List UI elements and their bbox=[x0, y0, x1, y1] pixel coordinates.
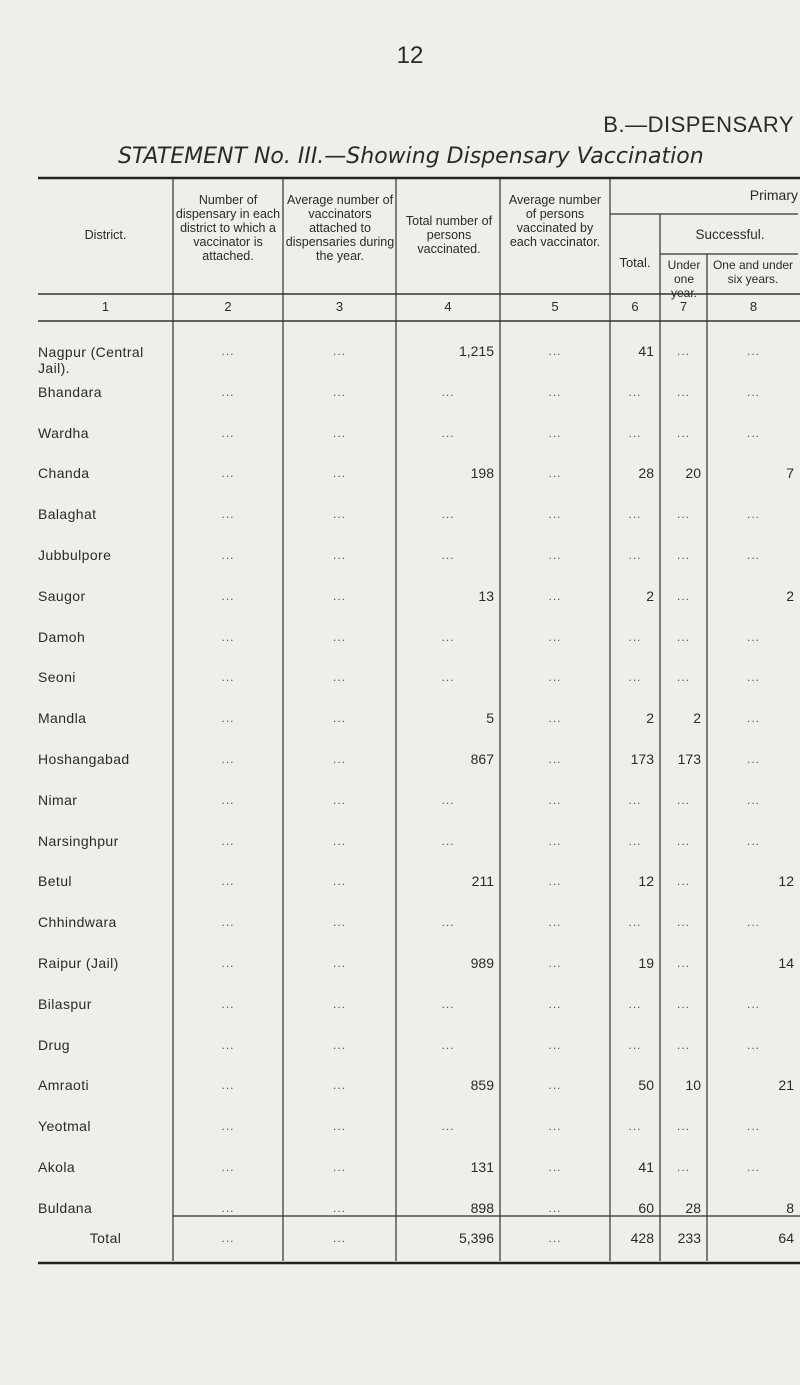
table-cell: ... bbox=[332, 1119, 346, 1134]
table-cell: ... bbox=[548, 629, 562, 644]
table-cell: 41 bbox=[638, 343, 654, 359]
table-cell: ... bbox=[676, 996, 690, 1011]
table-cell: 198 bbox=[470, 465, 494, 482]
table-cell: ... bbox=[332, 425, 346, 440]
table-cell: ... bbox=[676, 384, 690, 399]
table-cell: ... bbox=[441, 996, 455, 1011]
table-cell: ... bbox=[221, 915, 235, 930]
district-name: Bhandara bbox=[38, 383, 102, 400]
table-cell: ... bbox=[746, 711, 760, 726]
table-cell: 2 bbox=[786, 587, 794, 604]
table-cell: ... bbox=[441, 425, 455, 440]
table-cell: ... bbox=[548, 548, 562, 562]
header-successful: Successful. bbox=[695, 227, 765, 242]
table-cell: ... bbox=[548, 915, 562, 930]
table-cell: ... bbox=[221, 425, 235, 440]
table-cell: ... bbox=[746, 425, 760, 440]
table-cell: ... bbox=[676, 588, 690, 603]
table-cell: ... bbox=[221, 384, 235, 399]
district-name: Mandla bbox=[38, 710, 87, 727]
table-cell: 19 bbox=[638, 955, 654, 971]
table-cell: ... bbox=[332, 548, 346, 562]
table-cell: ... bbox=[332, 588, 346, 603]
col-number: 1 bbox=[101, 299, 110, 314]
table-cell: ... bbox=[676, 1119, 690, 1134]
table-cell: 859 bbox=[470, 1077, 494, 1094]
district-name: Jubbulpore bbox=[38, 547, 112, 563]
table-cell: ... bbox=[676, 629, 690, 644]
table-cell: ... bbox=[628, 629, 642, 644]
table-cell: ... bbox=[332, 1160, 346, 1174]
table-cell: 8 bbox=[786, 1199, 794, 1216]
table-cell: ... bbox=[332, 915, 346, 930]
col-number: 2 bbox=[224, 299, 232, 314]
table-cell: ... bbox=[332, 752, 346, 766]
table-cell: 12 bbox=[778, 873, 794, 890]
table-cell: ... bbox=[628, 1037, 642, 1052]
table-cell: ... bbox=[746, 507, 760, 522]
table-cell: ... bbox=[441, 670, 455, 685]
table-cell: ... bbox=[676, 344, 690, 358]
header-one-to-six: One and under six years. bbox=[712, 258, 794, 286]
table-cell: ... bbox=[332, 466, 346, 481]
table-cell: ... bbox=[332, 711, 346, 726]
table-cell: ... bbox=[548, 466, 562, 481]
table-cell: ... bbox=[628, 833, 642, 848]
table-cell: ... bbox=[628, 548, 642, 562]
district-name: Nagpur (Central Jail). bbox=[38, 344, 144, 376]
header-district: District. bbox=[84, 228, 127, 242]
table-cell: ... bbox=[332, 833, 346, 848]
district-name: Seoni bbox=[38, 669, 76, 686]
district-name: Akola bbox=[38, 1159, 76, 1175]
table-cell: 13 bbox=[478, 587, 494, 604]
table-cell: ... bbox=[746, 1037, 760, 1052]
table-cell: ... bbox=[746, 1119, 760, 1134]
table-cell: ... bbox=[628, 1119, 642, 1134]
table-cell: ... bbox=[746, 915, 760, 930]
col-number: 3 bbox=[335, 299, 344, 314]
table-cell: ... bbox=[676, 670, 690, 685]
vaccination-table bbox=[38, 176, 800, 1276]
table-cell: ... bbox=[628, 507, 642, 522]
table-cell: ... bbox=[221, 1078, 235, 1093]
table-cell: ... bbox=[548, 711, 562, 726]
district-name: Hoshangabad bbox=[38, 751, 130, 767]
total-cell: ... bbox=[221, 1231, 235, 1245]
table-cell: 173 bbox=[630, 751, 654, 767]
table-cell: ... bbox=[746, 548, 760, 562]
header-avg-per-vaccinator: Average number of persons vaccinated by each vaccinator. bbox=[508, 193, 602, 249]
table-cell: ... bbox=[221, 1037, 235, 1052]
table-cell: 7 bbox=[786, 465, 794, 482]
table-cell: ... bbox=[548, 670, 562, 685]
table-cell: ... bbox=[676, 425, 690, 440]
table-cell: ... bbox=[441, 548, 455, 562]
table-cell: ... bbox=[332, 792, 346, 807]
table-cell: ... bbox=[746, 752, 760, 766]
table-cell: ... bbox=[441, 792, 455, 807]
table-cell: ... bbox=[441, 507, 455, 522]
district-name: Bilaspur bbox=[38, 995, 92, 1012]
table-cell: ... bbox=[548, 752, 562, 766]
table-cell: 28 bbox=[685, 1199, 701, 1216]
table-cell: 898 bbox=[470, 1199, 494, 1216]
table-cell: ... bbox=[332, 384, 346, 399]
table-cell: ... bbox=[221, 629, 235, 644]
district-name: Buldana bbox=[38, 1199, 93, 1216]
table-cell: 12 bbox=[638, 873, 654, 890]
header-dispensary-count: Number of dispensary in each district to which a vaccinator is attached. bbox=[175, 193, 281, 263]
total-cell: ... bbox=[332, 1231, 346, 1245]
table-cell: ... bbox=[628, 670, 642, 685]
table-cell: ... bbox=[548, 956, 562, 970]
table-cell: ... bbox=[221, 507, 235, 522]
district-name: Chanda bbox=[38, 465, 90, 482]
table-cell: 211 bbox=[471, 873, 494, 890]
table-cell: ... bbox=[746, 629, 760, 644]
district-name: Balaghat bbox=[38, 506, 97, 523]
table-cell: ... bbox=[332, 1078, 346, 1093]
table-cell: ... bbox=[221, 1119, 235, 1134]
district-name: Raipur (Jail) bbox=[38, 955, 119, 971]
col-number: 8 bbox=[749, 299, 758, 314]
table-cell: ... bbox=[441, 915, 455, 930]
table-cell: ... bbox=[221, 588, 235, 603]
table-cell: 989 bbox=[470, 955, 494, 971]
table-cell: ... bbox=[628, 792, 642, 807]
table-cell: ... bbox=[676, 915, 690, 930]
district-name: Nimar bbox=[38, 791, 78, 808]
statement-title: STATEMENT No. III.—Showing Dispensary Vaccination bbox=[118, 144, 704, 169]
table-cell: ... bbox=[548, 384, 562, 399]
district-name: Narsinghpur bbox=[38, 832, 119, 849]
table-cell: ... bbox=[548, 833, 562, 848]
table-cell: ... bbox=[746, 792, 760, 807]
section-title: B.—DISPENSARY bbox=[603, 112, 794, 137]
table-cell: ... bbox=[221, 874, 235, 889]
table-cell: ... bbox=[332, 874, 346, 889]
total-cell: 428 bbox=[630, 1230, 654, 1246]
table-cell: ... bbox=[548, 1078, 562, 1093]
header-total-vaccinated: Total number of persons vaccinated. bbox=[405, 214, 493, 256]
total-cell: 64 bbox=[778, 1230, 794, 1246]
table-cell: 10 bbox=[685, 1077, 701, 1094]
table-cell: ... bbox=[332, 507, 346, 522]
table-cell: ... bbox=[548, 874, 562, 889]
table-cell: 2 bbox=[646, 710, 654, 727]
table-cell: ... bbox=[746, 1160, 760, 1174]
table-cell: 21 bbox=[778, 1077, 794, 1094]
table-cell: ... bbox=[548, 1119, 562, 1134]
table-cell: ... bbox=[332, 1037, 346, 1052]
table-cell: ... bbox=[676, 874, 690, 889]
table-cell: ... bbox=[746, 344, 760, 358]
district-name: Amraoti bbox=[38, 1077, 90, 1094]
table-cell: 131 bbox=[470, 1159, 494, 1175]
table-cell: ... bbox=[332, 1200, 346, 1215]
district-name: Yeotmal bbox=[38, 1118, 91, 1135]
district-name: Betul bbox=[38, 873, 72, 890]
table-cell: ... bbox=[676, 1037, 690, 1052]
table-cell: ... bbox=[221, 792, 235, 807]
table-cell: ... bbox=[221, 996, 235, 1011]
total-cell: ... bbox=[548, 1231, 562, 1245]
table-cell: 867 bbox=[470, 751, 494, 767]
table-cell: ... bbox=[548, 425, 562, 440]
district-name: Drug bbox=[38, 1036, 70, 1053]
table-cell: ... bbox=[221, 956, 235, 970]
table-cell: ... bbox=[441, 629, 455, 644]
district-name: Damoh bbox=[38, 628, 86, 645]
table-cell: ... bbox=[628, 384, 642, 399]
table-cell: ... bbox=[221, 711, 235, 726]
table-cell: ... bbox=[746, 833, 760, 848]
table-cell: ... bbox=[676, 833, 690, 848]
table-cell: ... bbox=[221, 670, 235, 685]
table-cell: 28 bbox=[638, 465, 654, 482]
table-cell: ... bbox=[221, 344, 235, 358]
table-cell: 50 bbox=[638, 1077, 654, 1094]
district-name: Saugor bbox=[38, 587, 86, 604]
table-cell: ... bbox=[548, 1037, 562, 1052]
table-cell: ... bbox=[332, 629, 346, 644]
table-cell: ... bbox=[676, 507, 690, 522]
district-name: Wardha bbox=[38, 424, 89, 441]
district-name: Chhindwara bbox=[38, 914, 117, 931]
table-cell: ... bbox=[548, 1200, 562, 1215]
table-cell: ... bbox=[628, 915, 642, 930]
table-cell: ... bbox=[332, 670, 346, 685]
table-cell: ... bbox=[332, 996, 346, 1011]
table-cell: ... bbox=[746, 996, 760, 1011]
table-cell: 41 bbox=[638, 1159, 654, 1175]
table-cell: ... bbox=[676, 1160, 690, 1174]
total-cell: 233 bbox=[677, 1230, 701, 1246]
table-cell: 173 bbox=[677, 751, 701, 767]
header-total: Total. bbox=[619, 255, 651, 270]
table-cell: ... bbox=[441, 833, 455, 848]
col-number: 4 bbox=[444, 299, 452, 314]
table-cell: ... bbox=[548, 507, 562, 522]
total-label: Total bbox=[89, 1230, 122, 1246]
table-cell: ... bbox=[548, 996, 562, 1011]
table-cell: ... bbox=[441, 1037, 455, 1052]
table-cell: ... bbox=[628, 996, 642, 1011]
table-cell: ... bbox=[676, 792, 690, 807]
header-avg-vaccinators: Average number of vaccinators attached to dispensaries during the year. bbox=[285, 193, 395, 263]
table-cell: ... bbox=[221, 466, 235, 481]
table-cell: ... bbox=[221, 833, 235, 848]
table-cell: ... bbox=[676, 956, 690, 970]
table-cell: 2 bbox=[693, 710, 701, 727]
table-cell: ... bbox=[441, 1119, 455, 1134]
table-cell: 60 bbox=[638, 1199, 654, 1216]
col-number: 6 bbox=[631, 299, 639, 314]
table-cell: ... bbox=[628, 425, 642, 440]
table-cell: 14 bbox=[778, 955, 794, 971]
table-cell: ... bbox=[221, 1200, 235, 1215]
table-cell: ... bbox=[441, 384, 455, 399]
col-number: 7 bbox=[679, 299, 688, 314]
table-cell: 2 bbox=[646, 587, 654, 604]
table-cell: ... bbox=[548, 1160, 562, 1174]
table-cell: 1,215 bbox=[458, 343, 494, 359]
table-cell: ... bbox=[221, 1160, 235, 1174]
page-number: 12 bbox=[396, 42, 424, 69]
header-under-one: Under one year. bbox=[667, 258, 701, 300]
table-cell: 5 bbox=[486, 710, 494, 727]
table-cell: ... bbox=[746, 384, 760, 399]
table-cell: ... bbox=[746, 670, 760, 685]
table-cell: ... bbox=[332, 956, 346, 970]
table-cell: 20 bbox=[685, 465, 701, 482]
col-number: 5 bbox=[551, 299, 559, 314]
table-cell: ... bbox=[676, 548, 690, 562]
total-cell: 5,396 bbox=[458, 1230, 494, 1246]
table-cell: ... bbox=[221, 752, 235, 766]
header-primary: Primary bbox=[749, 187, 798, 203]
table-cell: ... bbox=[548, 344, 562, 358]
table-cell: ... bbox=[221, 548, 235, 562]
table-cell: ... bbox=[548, 792, 562, 807]
table-cell: ... bbox=[548, 588, 562, 603]
table-cell: ... bbox=[332, 344, 346, 358]
